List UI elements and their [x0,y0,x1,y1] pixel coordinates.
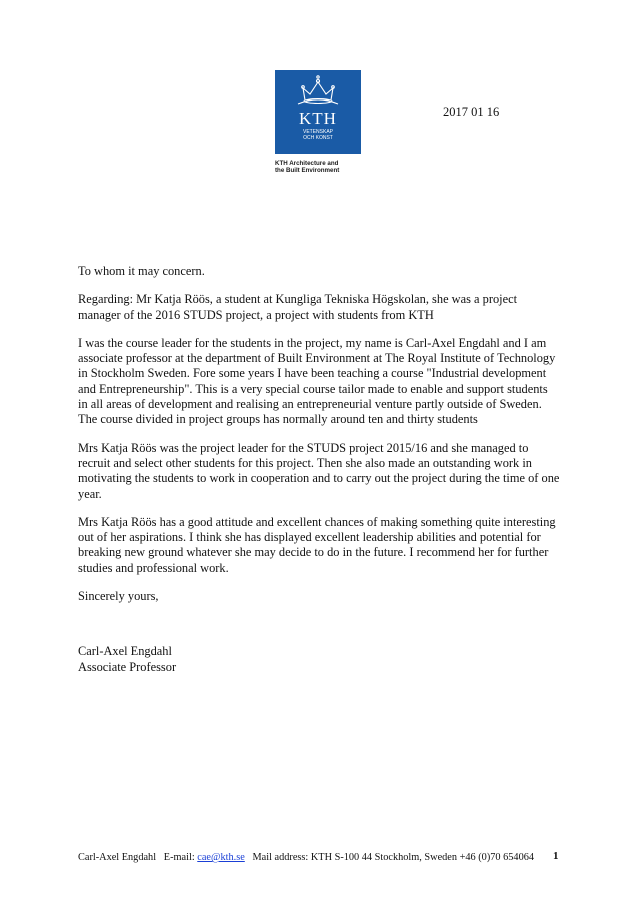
letter-body [78,264,560,675]
closing: Sincerely yours, [78,589,159,604]
signature-title: Associate Professor [78,659,177,674]
signature-name: Carl-Axel Engdahl [78,644,172,659]
page-number: 1 [553,850,559,862]
footer-name: Carl-Axel Engdahl [78,852,157,863]
kth-logo-block [275,70,371,174]
paragraph-course-leader: I was the course leader for the students in the project, my name is Carl-Axel Engdahl and I am associate professor at the department of Built Environment at The Royal Institute of Technology in Stockholm Sweden. Fore some years I have been teaching a course "Industrial development and Entrepreneurship". This is a very special course tailor made to enable and support students in all areas of development and realising an entrepreneurial venture partly outside of Sweden. The course divided in project groups has normally around ten and thirty students [78,335,556,427]
paragraph-recommendation: Mrs Katja Röös has a good attitude and excellent chances of making something quite interesting out of her aspirations. I think she has displayed excellent leadership abilities and potential for breaking new ground whatever she may decide to do in the future. I recommend her for further studies and professional work. [78,514,556,575]
salutation: To whom it may concern. [78,264,205,278]
crown-icon [275,70,361,154]
logo-motto-line-1: VETENSKAP [302,129,334,135]
letter-date: 2017 01 16 [443,105,500,119]
regarding-line: Regarding: Mr Katja Röös, a student at Kungliga Tekniska Högskolan, she was a project manager of the 2016 STUDS project, a project with students from KTH [78,292,518,322]
kth-logo [275,70,361,154]
logo-motto-line-2: OCH KONST [303,135,333,141]
logo-wordmark: KTH [299,109,337,128]
footer-email-label: E-mail: [163,852,195,863]
footer-email-link[interactable]: cae@kth.se [197,852,245,863]
paragraph-project-leader: Mrs Katja Röös was the project leader for the STUDS project 2015/16 and she managed to recruit and select other students for this project. Then she also made an outstanding work in motivating the students to work in cooperation and to carry out the project during the time of one year. [78,440,560,501]
logo-caption: KTH Architecture and the Built Environment [275,160,340,175]
page-footer [78,852,564,863]
footer-address: Mail address: KTH S-100 44 Stockholm, Sweden +46 (0)70 654064 [252,852,535,863]
signature-block [78,644,560,675]
